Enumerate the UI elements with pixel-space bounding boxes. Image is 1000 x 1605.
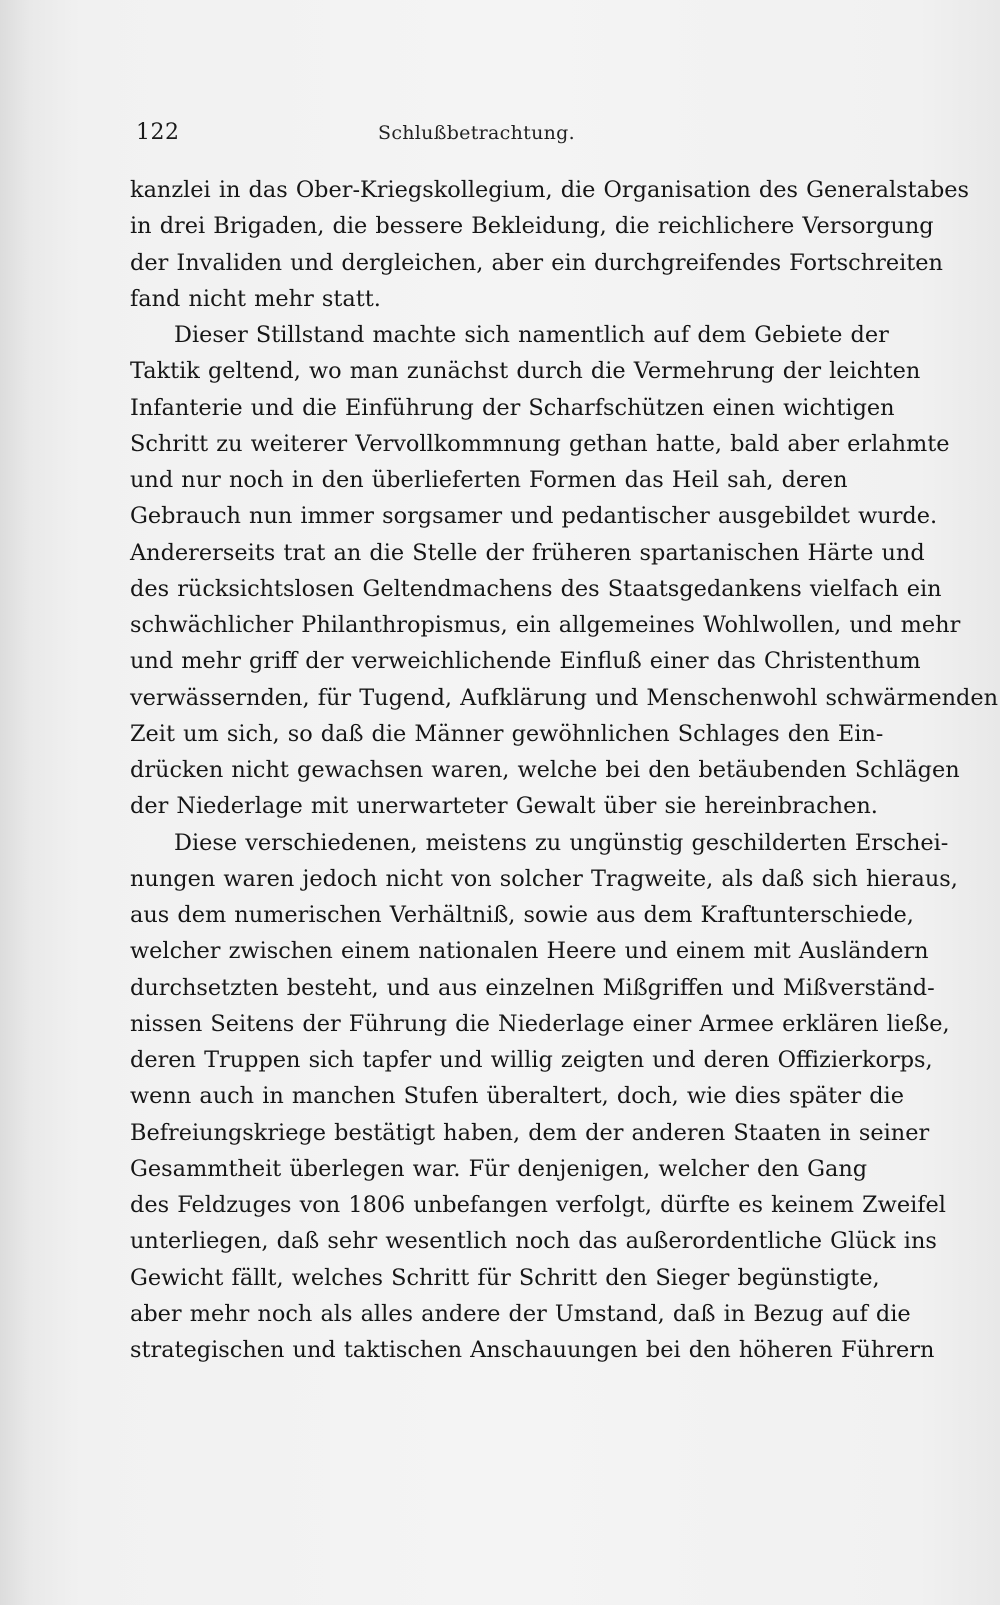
text-line: fand nicht mehr statt.	[130, 285, 381, 312]
page-number: 122	[136, 120, 180, 145]
text-line: Zeit um sich, so daß die Männer gewöhnlichen Schlages den Ein-	[130, 720, 884, 747]
text-line: Andererseits trat an die Stelle der früheren spartanischen Härte und	[130, 539, 925, 566]
text-line: des rücksichtslosen Geltendmachens des Staatsgedankens vielfach ein	[130, 575, 942, 602]
text-line: Infanterie und die Einführung der Scharfschützen einen wichtigen	[130, 394, 895, 421]
text-line: welcher zwischen einem nationalen Heere und einem mit Ausländern	[130, 938, 929, 965]
text-line: schwächlicher Philanthropismus, ein allgemeines Wohlwollen, und mehr	[130, 612, 961, 638]
text-line: kanzlei in das Ober-Kriegskollegium, die Organisation des Generalstabes	[130, 177, 970, 203]
text-line: verwässernden, für Tugend, Aufklärung und Menschenwohl schwärmenden	[130, 684, 999, 711]
text-line: drücken nicht gewachsen waren, welche bei den betäubenden Schlägen	[130, 757, 960, 783]
text-line: Dieser Stillstand machte sich namentlich auf dem Gebiete der	[174, 322, 889, 348]
text-line: in drei Brigaden, die bessere Bekleidung, die reichlichere Versorgung	[130, 213, 934, 240]
text-line: Gebrauch nun immer sorgsamer und pedantischer ausgebildet wurde.	[130, 503, 938, 530]
text-line: Gewicht fällt, welches Schritt für Schritt den Sieger begünstigte,	[130, 1264, 880, 1291]
text-line: des Feldzuges von 1806 unbefangen verfolgt, dürfte es keinem Zweifel	[130, 1192, 946, 1218]
text-line: durchsetzten besteht, und aus einzelnen Mißgriffen und Mißverständ-	[130, 974, 935, 1001]
text-line: Gesammtheit überlegen war. Für denjenigen, welcher den Gang	[130, 1155, 868, 1182]
text-line: und nur noch in den überlieferten Formen das Heil sah, deren	[130, 467, 848, 493]
text-line: nissen Seitens der Führung die Niederlage einer Armee erklären ließe,	[130, 1010, 950, 1037]
text-line: strategischen und taktischen Anschauungen bei den höheren Führern	[130, 1337, 935, 1363]
text-line: und mehr griff der verweichlichende Einfluß einer das Christenthum	[130, 648, 921, 675]
text-line: Schritt zu weiterer Vervollkommnung gethan hatte, bald aber erlahmte	[130, 430, 950, 457]
running-head: Schlußbetrachtung.	[378, 122, 575, 144]
paragraph	[130, 317, 999, 825]
text-line: wenn auch in manchen Stufen überaltert, doch, wie dies später die	[130, 1083, 904, 1110]
text-line: nungen waren jedoch nicht von solcher Tragweite, als daß sich hieraus,	[130, 865, 958, 892]
page-header	[136, 116, 846, 156]
paragraph	[130, 172, 970, 317]
text-line: unterliegen, daß sehr wesentlich noch das außerordentliche Glück ins	[130, 1228, 937, 1255]
text-line: aus dem numerischen Verhältniß, sowie aus dem Kraftunterschiede,	[130, 902, 914, 928]
body-text	[130, 172, 999, 1368]
text-line: deren Truppen sich tapfer und willig zeigten und deren Offizierkorps,	[130, 1047, 933, 1073]
paragraph	[130, 825, 958, 1369]
text-line: der Niederlage mit unerwarteter Gewalt über sie hereinbrachen.	[130, 793, 878, 820]
text-line: aber mehr noch als alles andere der Umstand, daß in Bezug auf die	[130, 1300, 911, 1327]
text-line: der Invaliden und dergleichen, aber ein durchgreifendes Fortschreiten	[130, 249, 943, 276]
text-line: Taktik geltend, wo man zunächst durch die Vermehrung der leichten	[130, 358, 921, 385]
text-line: Befreiungskriege bestätigt haben, dem der anderen Staaten in seiner	[130, 1119, 930, 1146]
text-line: Diese verschiedenen, meistens zu ungünstig geschilderten Erschei-	[174, 829, 949, 856]
